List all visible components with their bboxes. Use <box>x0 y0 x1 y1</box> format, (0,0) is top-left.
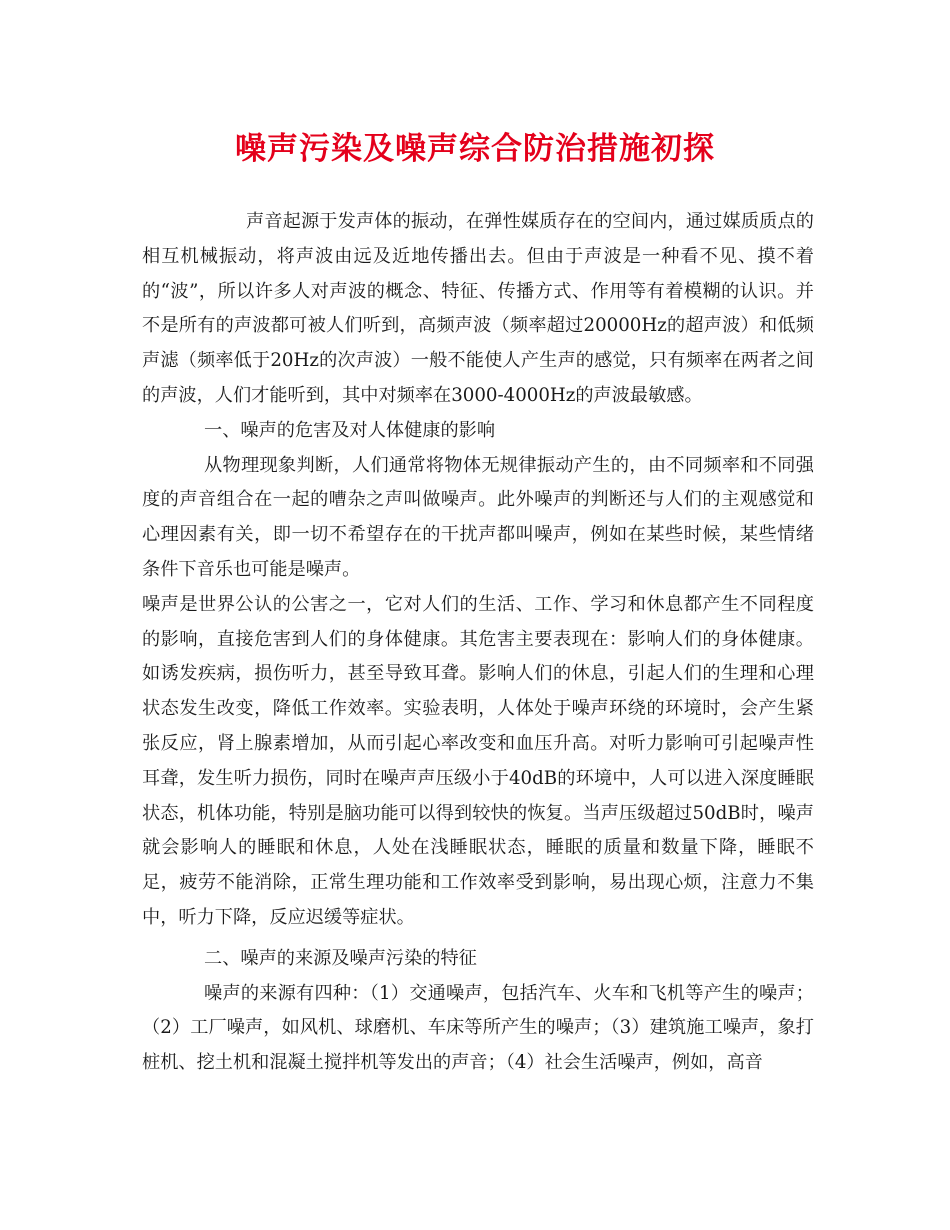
document-body <box>142 205 814 1081</box>
paragraph-intro: 声音起源于发声体的振动，在弹性媒质存在的空间内，通过媒质质点的相互机械振动，将声波由远及近地传播出去。但由于声波是一种看不见、摸不着的“波”，所以许多人对声波的概念、特征、传播方式、作用等有着模糊的认识。并不是所有的声波都可被人们听到，高频声波（频率超过20000Hz的超声波）和低频声滤（频率低于20Hz的次声波）一般不能使人产生声的感觉，只有频率在两者之间的声波，人们才能听到，其中对频率在3000-4000Hz的声波最敏感。 <box>142 211 814 406</box>
document-title: 噪声污染及噪声综合防治措施初探 <box>235 131 715 167</box>
section-heading-1: 一、噪声的危害及对人体健康的影响 <box>204 419 496 441</box>
paragraph-noise-sources: 噪声的来源有四种：（1）交通噪声，包括汽车、火车和飞机等产生的噪声；（2）工厂噪声，如风机、球磨机、车床等所产生的噪声；（3）建筑施工噪声，象打桩机、挖土机和混凝土搅拌机等发出的声音；（4）社会生活噪声，例如，高音 <box>142 982 814 1074</box>
paragraph-noise-harm: 噪声是世界公认的公害之一，它对人们的生活、工作、学习和休息都产生不同程度的影响，直接危害到人们的身体健康。其危害主要表现在：影响人们的身体健康。如诱发疾病，损伤听力，甚至导致耳聋。影响人们的休息，引起人们的生理和心理状态发生改变，降低工作效率。实验表明，人体处于噪声环绕的环境时，会产生紧张反应，肾上腺素增加，从而引起心率改变和血压升高。对听力影响可引起噪声性耳聋，发生听力损伤，同时在噪声声压级小于40dB的环境中，人可以进入深度睡眠状态，机体功能，特别是脑功能可以得到较快的恢复。当声压级超过50dB时，噪声就会影响人的睡眠和休息，人处在浅睡眠状态，睡眠的质量和数量下降，睡眠不足，疲劳不能消除，正常生理功能和工作效率受到影响，易出现心烦，注意力不集中，听力下降，反应迟缓等症状。 <box>142 593 814 928</box>
paragraph-noise-definition: 从物理现象判断，人们通常将物体无规律振动产生的，由不同频率和不同强度的声音组合在一起的嘈杂之声叫做噪声。此外噪声的判断还与人们的主观感觉和心理因素有关，即一切不希望存在的干扰声都叫噪声，例如在某些时候，某些情绪条件下音乐也可能是噪声。 <box>142 454 814 580</box>
section-heading-2: 二、噪声的来源及噪声污染的特征 <box>204 947 477 969</box>
